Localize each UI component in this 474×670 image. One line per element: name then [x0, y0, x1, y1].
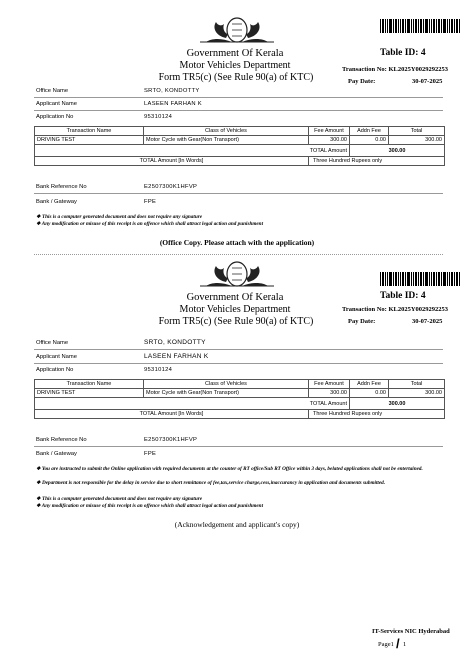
note-3: ❖ This is a computer generated document and does not require any signature [36, 496, 203, 502]
office-name-value: SRTO, KONDOTTY [144, 88, 200, 94]
note-1: ❖ This is a computer generated document and does not require any signature [36, 214, 203, 220]
transaction-no-label: Transaction No: [342, 66, 387, 73]
office-copy-caption: (Office Copy. Please attach with the application) [159, 238, 315, 247]
divider [34, 193, 443, 194]
table-header: Total [389, 127, 445, 136]
note-4: ❖ Any modification or misuse of this receipt is an offence which shall attract legal action and punishment [36, 503, 264, 509]
office-name-value: SRTO, KONDOTTY [144, 339, 206, 346]
govt-title: Government Of Kerala [186, 48, 284, 59]
bank-ref-label: Bank Reference No [36, 437, 87, 443]
table-header: Fee Amount [309, 380, 350, 389]
form-title: Form TR5(c) (See Rule 90(a) of KTC) [158, 316, 314, 327]
fee-table [34, 126, 445, 166]
divider [34, 363, 443, 364]
application-no-value: 95310124 [144, 114, 173, 120]
pay-date-value: 30-07-2025 [412, 318, 443, 325]
table-cell: 300.00 [389, 136, 445, 145]
table-cell: 300.00 [309, 389, 350, 398]
table-cell: DRIVING TEST [35, 136, 144, 145]
applicant-name-value: LASEEN FARHAN K [144, 353, 209, 360]
transaction-no-value: KL2025Y0029292253 [388, 66, 449, 73]
table-row [35, 389, 445, 398]
total-row [35, 145, 445, 157]
table-cell: 0.00 [350, 389, 389, 398]
bank-ref-value: E2507300K1HFVP [144, 184, 198, 190]
words-label: TOTAL Amount [In Words] [35, 410, 309, 419]
fee-table [34, 379, 445, 419]
table-header: Class of Vehicles [144, 380, 309, 389]
kerala-emblem-icon [182, 16, 292, 46]
divider [34, 446, 443, 447]
barcode-icon [380, 272, 460, 286]
transaction-no-value: KL2025Y0029292253 [388, 306, 449, 313]
dept-title: Motor Vehicles Department [179, 60, 291, 71]
applicant-name-label: Applicant Name [36, 354, 77, 360]
words-row [35, 410, 445, 419]
application-no-value: 95310124 [144, 367, 173, 373]
gateway-label: Bank / Gateway [36, 199, 77, 205]
pay-date-label: Pay Date: [348, 78, 376, 85]
words-value: Three Hundred Rupees only [309, 410, 445, 419]
gateway-label: Bank / Gateway [36, 451, 77, 457]
table-cell: Motor Cycle with Gear(Non Transport) [144, 389, 309, 398]
table-id: Table ID: 4 [380, 48, 426, 58]
words-label: TOTAL Amount [In Words] [35, 157, 309, 166]
pay-date-value: 30-07-2025 [412, 78, 443, 85]
govt-title: Government Of Kerala [186, 292, 284, 303]
footer-page-total: 1 [403, 641, 407, 648]
table-cell: 0.00 [350, 136, 389, 145]
total-row [35, 398, 445, 410]
bank-ref-value: E2507300K1HFVP [144, 437, 198, 443]
cut-line [34, 254, 443, 255]
footer-provider: IT-Services NIC Hyderabad [372, 628, 450, 635]
form-title: Form TR5(c) (See Rule 90(a) of KTC) [158, 72, 314, 83]
applicant-name-value: LASEEN FARHAN K [144, 101, 202, 107]
total-label: TOTAL Amount [35, 145, 350, 157]
office-name-label: Office Name [36, 88, 69, 94]
table-cell: Motor Cycle with Gear(Non Transport) [144, 136, 309, 145]
kerala-emblem-icon [182, 260, 292, 290]
note-2: ❖ Department is not responsible for the delay in service due to short remittance of fee,tax,service charge,cess,inaccurancy in application and documents submitted. [36, 480, 386, 486]
total-value: 300.00 [350, 398, 445, 410]
note-2: ❖ Any modification or misuse of this receipt is an offence which shall attract legal action and punishment [36, 221, 264, 227]
gateway-value: FPE [144, 451, 157, 457]
total-label: TOTAL Amount [35, 398, 350, 410]
applicant-name-label: Applicant Name [36, 101, 77, 107]
table-header: Class of Vehicles [144, 127, 309, 136]
words-value: Three Hundred Rupees only [309, 157, 445, 166]
acknowledgement-caption: (Acknowledgement and applicant's copy) [174, 520, 300, 529]
gateway-value: FPE [144, 199, 157, 205]
table-cell: 300.00 [389, 389, 445, 398]
divider [34, 110, 443, 111]
table-header: Fee Amount [309, 127, 350, 136]
table-header: Addn Fee [350, 380, 389, 389]
total-value: 300.00 [350, 145, 445, 157]
table-header-row [35, 380, 445, 389]
table-header: Addn Fee [350, 127, 389, 136]
dept-title: Motor Vehicles Department [179, 304, 291, 315]
table-row [35, 136, 445, 145]
office-name-label: Office Name [36, 340, 69, 346]
divider [34, 349, 443, 350]
footer-page-label: Page1 [378, 641, 394, 648]
divider [34, 97, 443, 98]
application-no-label: Application No [36, 114, 74, 120]
transaction-no [342, 66, 448, 73]
transaction-no [342, 306, 448, 313]
words-row [35, 157, 445, 166]
table-cell: DRIVING TEST [35, 389, 144, 398]
table-header: Total [389, 380, 445, 389]
bank-ref-label: Bank Reference No [36, 184, 87, 190]
table-id: Table ID: 4 [380, 291, 426, 301]
table-header: Transaction Name [35, 380, 144, 389]
table-header: Transaction Name [35, 127, 144, 136]
transaction-no-label: Transaction No: [342, 306, 387, 313]
application-no-label: Application No [36, 367, 74, 373]
table-cell: 300.00 [309, 136, 350, 145]
pay-date-label: Pay Date: [348, 318, 376, 325]
table-header-row [35, 127, 445, 136]
note-1: ❖ You are instructed to submit the Online application with required documents at the counter of RT office/Sub RT Office within 3 days, belated applications shall not be entertained. [36, 466, 423, 472]
barcode-icon [380, 19, 460, 33]
page-separator: / [396, 636, 400, 651]
